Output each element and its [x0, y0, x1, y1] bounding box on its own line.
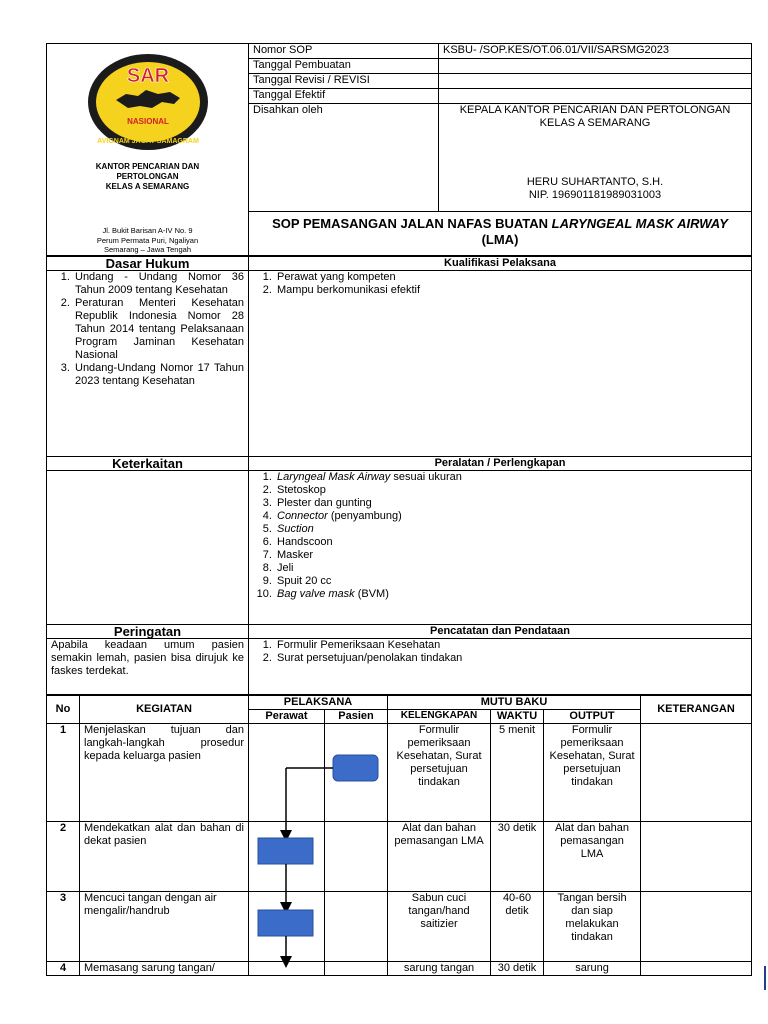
tanggal-pembuatan-value [439, 58, 752, 73]
tanggal-revisi-label: Tanggal Revisi / REVISI [249, 73, 439, 88]
tanggal-pembuatan-label: Tanggal Pembuatan [249, 58, 439, 73]
header-mutu-baku: MUTU BAKU [388, 695, 641, 709]
office-identity [47, 44, 249, 256]
peralatan-item: 9. Spuit 20 cc [275, 575, 747, 588]
procedure-table [46, 695, 752, 976]
peralatan-item: 2. Stetoskop [275, 484, 747, 497]
step-kelengkapan: Sabun cuci tangan/hand saitizier [388, 891, 491, 961]
sop-info-table [46, 256, 752, 695]
perawat-cell [249, 961, 325, 975]
keterkaitan-heading: Keterkaitan [47, 456, 249, 470]
tanggal-revisi-value [439, 73, 752, 88]
approver-nip: NIP. 196901181989031003 [528, 188, 662, 201]
kualifikasi-list [249, 270, 752, 456]
office-name: KANTOR PENCARIAN DAN PERTOLONGAN KELAS A SEMARANG [95, 162, 200, 191]
sop-document [46, 43, 751, 976]
keterkaitan-content [47, 470, 249, 624]
dasar-hukum-heading: Dasar Hukum [47, 256, 249, 270]
nomor-sop-label: Nomor SOP [249, 44, 439, 59]
tanggal-efektif-label: Tanggal Efektif [249, 88, 439, 103]
kualifikasi-item: 1. Perawat yang kompeten [275, 271, 747, 284]
peralatan-item: 3. Plester dan gunting [275, 497, 747, 510]
peralatan-item: 6. Handscoon [275, 536, 747, 549]
sop-title: SOP PEMASANGAN JALAN NAFAS BUATAN LARYNGEAL MASK AIRWAY (LMA) [249, 211, 752, 255]
pasien-cell [325, 821, 388, 891]
dasar-hukum-item: 3. Undang-Undang Nomor 17 Tahun 2023 tentang Kesehatan [73, 362, 244, 388]
header-no: No [47, 695, 80, 723]
nomor-sop-value: KSBU- /SOP.KES/OT.06.01/VII/SARSMG2023 [439, 44, 752, 59]
step-waktu: 30 detik [491, 961, 544, 975]
step-kelengkapan: Alat dan bahan pemasangan LMA [388, 821, 491, 891]
step-number: 3 [47, 891, 80, 961]
office-address: Jl. Bukit Barisan A-IV No. 9 Perum Permata Puri, Ngaliyan Semarang – Jawa Tengah [96, 226, 199, 254]
kualifikasi-heading: Kualifikasi Pelaksana [249, 256, 752, 270]
pasien-cell [325, 961, 388, 975]
step-activity: Memasang sarung tangan/ [80, 961, 249, 975]
header-waktu: WAKTU [491, 709, 544, 723]
approver-block [439, 103, 752, 211]
step-number: 2 [47, 821, 80, 891]
peralatan-item: 5. Suction [275, 523, 747, 536]
step-output: Alat dan bahan pemasangan LMA [544, 821, 641, 891]
step-keterangan [641, 821, 752, 891]
perawat-cell [249, 723, 325, 821]
step-number: 1 [47, 723, 80, 821]
step-activity: Mencuci tangan dengan air mengalir/handrub [80, 891, 249, 961]
sar-logo [86, 52, 210, 152]
tanggal-efektif-value [439, 88, 752, 103]
pasien-cell [325, 723, 388, 821]
approver-name: HERU SUHARTANTO, S.H. [526, 175, 664, 188]
header-kegiatan: KEGIATAN [80, 695, 249, 723]
header-kelengkapan: KELENGKAPAN [388, 709, 491, 723]
step-activity: Mendekatkan alat dan bahan di dekat pasien [80, 821, 249, 891]
svg-text:NASIONAL: NASIONAL [126, 117, 169, 126]
peralatan-item: 4. Connector (penyambung) [275, 510, 747, 523]
peralatan-heading: Peralatan / Perlengkapan [249, 456, 752, 470]
header-output: OUTPUT [544, 709, 641, 723]
step-keterangan [641, 723, 752, 821]
disahkan-label: Disahkan oleh [249, 103, 439, 211]
peralatan-item: 10. Bag valve mask (BVM) [275, 588, 747, 601]
dasar-hukum-item: 2. Peraturan Menteri Kesehatan Republik Indonesia Nomor 28 Tahun 2014 tentang Pelaksanaan Program Jaminan Kesehatan Nasional [73, 297, 244, 362]
step-waktu: 30 detik [491, 821, 544, 891]
perawat-cell [249, 821, 325, 891]
step-waktu: 5 menit [491, 723, 544, 821]
step-output: sarung [544, 961, 641, 975]
step-kelengkapan: sarung tangan [388, 961, 491, 975]
step-waktu: 40-60 detik [491, 891, 544, 961]
pencatatan-heading: Pencatatan dan Pendataan [249, 624, 752, 638]
step-output: Formulir pemeriksaan Kesehatan, Surat persetujuan tindakan [544, 723, 641, 821]
kualifikasi-item: 2. Mampu berkomunikasi efektif [275, 284, 747, 297]
peralatan-item: 7. Masker [275, 549, 747, 562]
header-pelaksana: PELAKSANA [249, 695, 388, 709]
step-output: Tangan bersih dan siap melakukan tindakan [544, 891, 641, 961]
peralatan-list [249, 470, 752, 624]
perawat-cell [249, 891, 325, 961]
peralatan-item: 8. Jeli [275, 562, 747, 575]
sop-header-table [46, 43, 752, 256]
svg-text:AVIGNAM JAGAT SAMAGRAM: AVIGNAM JAGAT SAMAGRAM [96, 138, 199, 145]
step-keterangan [641, 961, 752, 975]
page-edge-marker [764, 966, 766, 990]
header-keterangan: KETERANGAN [641, 695, 752, 723]
dasar-hukum-item: 1. Undang - Undang Nomor 36 Tahun 2009 tentang Kesehatan [73, 271, 244, 297]
header-pasien: Pasien [325, 709, 388, 723]
step-activity: Menjelaskan tujuan dan langkah-langkah prosedur kepada keluarga pasien [80, 723, 249, 821]
peringatan-heading: Peringatan [47, 624, 249, 638]
svg-text:SAR: SAR [126, 65, 169, 87]
peralatan-item: 1. Laryngeal Mask Airway sesuai ukuran [275, 471, 747, 484]
dasar-hukum-list [47, 270, 249, 456]
peringatan-text: Apabila keadaan umum pasien semakin lemah, pasien bisa dirujuk ke faskes terdekat. [47, 638, 249, 694]
pencatatan-item: 1. Formulir Pemeriksaan Kesehatan [275, 639, 747, 652]
pencatatan-list [249, 638, 752, 694]
header-perawat: Perawat [249, 709, 325, 723]
step-keterangan [641, 891, 752, 961]
step-number: 4 [47, 961, 80, 975]
approver-title: KEPALA KANTOR PENCARIAN DAN PERTOLONGAN KELAS A SEMARANG [459, 103, 731, 129]
pasien-cell [325, 891, 388, 961]
pencatatan-item: 2. Surat persetujuan/penolakan tindakan [275, 652, 747, 665]
step-kelengkapan: Formulir pemeriksaan Kesehatan, Surat persetujuan tindakan [388, 723, 491, 821]
